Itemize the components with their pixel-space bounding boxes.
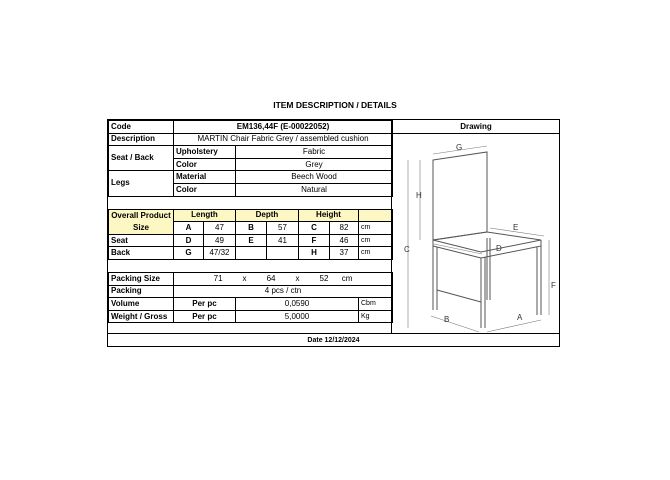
empty-cell xyxy=(236,247,267,260)
packing-width: 64 xyxy=(266,273,276,283)
description-value: MARTIN Chair Fabric Grey / assembled cushion xyxy=(174,133,393,146)
depth-header: Depth xyxy=(236,209,299,222)
legs-color-label: Color xyxy=(174,183,236,196)
value-e: 41 xyxy=(267,234,299,247)
description-label: Description xyxy=(109,133,174,146)
label-h: H xyxy=(416,191,422,200)
dim-line-b xyxy=(431,316,479,332)
spec-sheet xyxy=(107,119,560,347)
packing-label: Packing xyxy=(109,285,174,298)
label-d: D xyxy=(496,244,502,253)
description-row xyxy=(109,133,393,146)
packing-length: 71 xyxy=(213,273,223,283)
weight-row xyxy=(109,310,393,323)
material-value: Beech Wood xyxy=(236,171,393,184)
key-e: E xyxy=(236,234,267,247)
code-row xyxy=(109,121,393,134)
weight-label: Weight / Gross xyxy=(109,310,174,323)
packing-height: 52 xyxy=(319,273,329,283)
unit-header-cell xyxy=(359,209,393,222)
value-a: 47 xyxy=(204,222,236,235)
chair-leg-back-left xyxy=(433,246,437,310)
packing-size-row xyxy=(109,272,393,285)
seat-color-value: Grey xyxy=(236,158,393,171)
label-a: A xyxy=(517,313,523,322)
seat-back-label: Seat / Back xyxy=(109,146,174,171)
upholstery-label: Upholstery xyxy=(174,146,236,159)
chair-leg-front-right xyxy=(537,246,541,315)
volume-row xyxy=(109,298,393,311)
page-title: ITEM DESCRIPTION / DETAILS xyxy=(273,100,397,110)
column-divider xyxy=(391,120,392,333)
weight-value: 5,0000 xyxy=(236,310,359,323)
key-d: D xyxy=(174,234,204,247)
value-g: 47/32 xyxy=(204,247,236,260)
weight-unit: Kg xyxy=(359,310,393,323)
back-row xyxy=(109,247,393,260)
value-c: 82 xyxy=(330,222,359,235)
dimension-lines xyxy=(408,146,549,332)
length-header: Length xyxy=(174,209,236,222)
chair-leg-back-right xyxy=(487,238,490,300)
code-label: Code xyxy=(109,121,174,134)
weight-per-pc: Per pc xyxy=(174,310,236,323)
key-f: F xyxy=(299,234,330,247)
material-row xyxy=(109,171,393,184)
label-c: C xyxy=(404,245,410,254)
chair-drawing xyxy=(398,140,554,330)
date-footer: Date 12/12/2024 xyxy=(108,333,559,347)
spacer-row xyxy=(109,259,393,272)
dimension-header-row xyxy=(109,209,393,222)
label-b: B xyxy=(444,315,450,324)
seat-row xyxy=(109,234,393,247)
legs-label: Legs xyxy=(109,171,174,196)
key-c: C xyxy=(299,222,330,235)
value-b: 57 xyxy=(267,222,299,235)
material-label: Material xyxy=(174,171,236,184)
upholstery-value: Fabric xyxy=(236,146,393,159)
overall-row xyxy=(109,222,393,235)
packing-row xyxy=(109,285,393,298)
volume-label: Volume xyxy=(109,298,174,311)
chair-leg-front-left xyxy=(481,257,485,328)
unit-back: cm xyxy=(359,247,393,260)
key-b: B xyxy=(236,222,267,235)
value-h: 37 xyxy=(330,247,359,260)
spacer-row xyxy=(109,196,393,209)
overall-size-label-2: Size xyxy=(109,222,174,235)
value-f: 46 xyxy=(330,234,359,247)
times-sign: x xyxy=(242,273,247,283)
empty-cell xyxy=(267,247,299,260)
packing-unit: cm xyxy=(341,273,353,283)
label-g: G xyxy=(456,143,463,152)
key-g: G xyxy=(174,247,204,260)
key-a: A xyxy=(174,222,204,235)
overall-size-label: Overall Product xyxy=(109,209,174,222)
volume-per-pc: Per pc xyxy=(174,298,236,311)
height-header: Height xyxy=(299,209,359,222)
legs-color-value: Natural xyxy=(236,183,393,196)
key-h: H xyxy=(299,247,330,260)
spec-table xyxy=(108,120,393,323)
unit-seat: cm xyxy=(359,234,393,247)
back-label: Back xyxy=(109,247,174,260)
times-sign: x xyxy=(295,273,300,283)
label-e: E xyxy=(513,223,519,232)
volume-value: 0,0590 xyxy=(236,298,359,311)
packing-size-value xyxy=(174,272,393,285)
chair-back xyxy=(433,152,487,240)
drawing-title: Drawing xyxy=(392,120,560,134)
value-d: 49 xyxy=(204,234,236,247)
label-f: F xyxy=(551,281,556,290)
volume-unit: Cbm xyxy=(359,298,393,311)
upholstery-row xyxy=(109,146,393,159)
chair-stretcher xyxy=(437,290,481,302)
chair-outline xyxy=(433,152,541,328)
packing-size-label: Packing Size xyxy=(109,272,174,285)
packing-value: 4 pcs / ctn xyxy=(174,285,393,298)
seat-color-label: Color xyxy=(174,158,236,171)
dim-line-a xyxy=(487,320,541,332)
unit-overall: cm xyxy=(359,222,393,235)
code-value: EM136,44F (E-00022052) xyxy=(174,121,393,134)
seat-label: Seat xyxy=(109,234,174,247)
